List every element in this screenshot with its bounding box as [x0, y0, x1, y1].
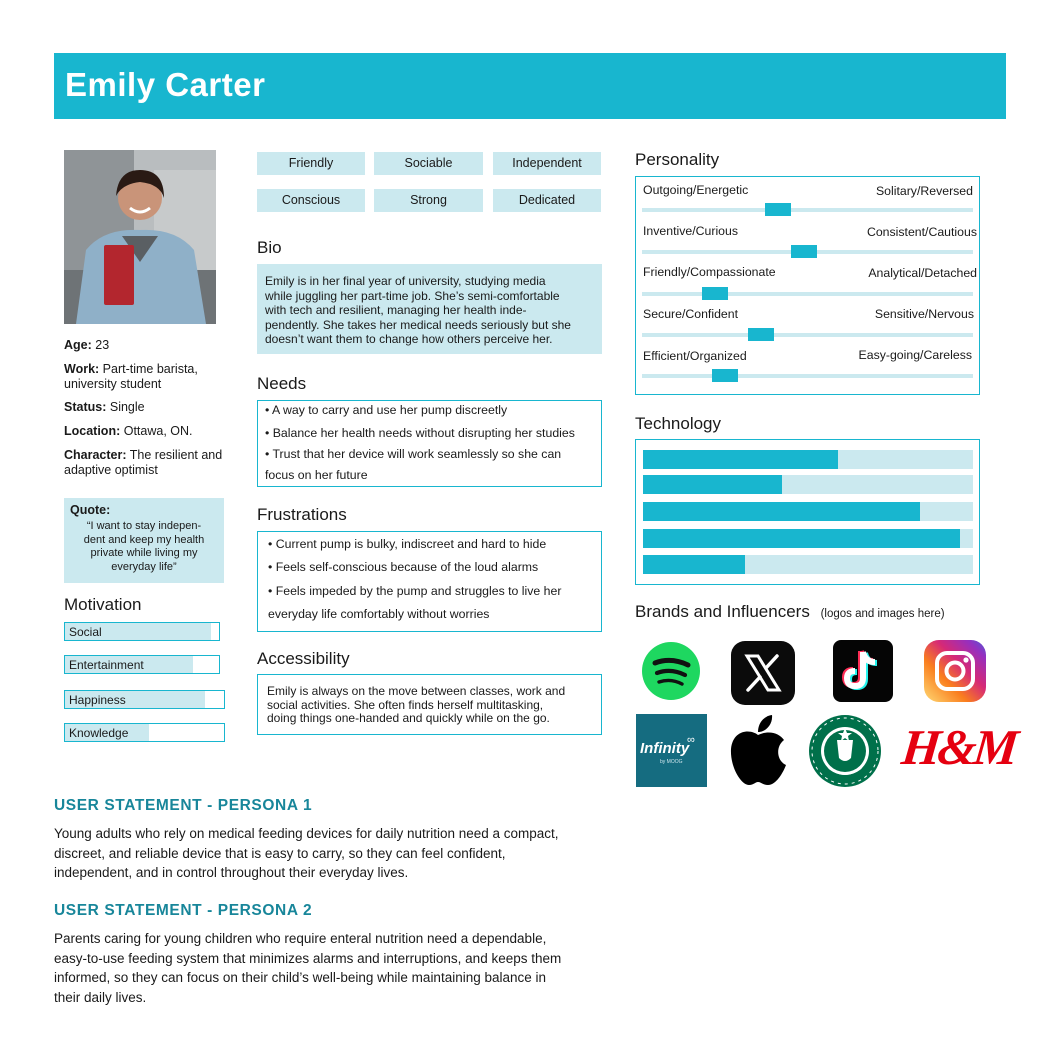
personality-title: Personality [635, 150, 720, 169]
technology-bar [643, 450, 973, 469]
location-label: Location: [64, 424, 121, 438]
personality-knob [712, 369, 738, 382]
technology-bar [643, 475, 973, 494]
personality-track [642, 374, 973, 378]
motivation-bar [64, 723, 225, 742]
instagram-logo [924, 640, 986, 702]
accessibility-line: social activities. She often finds herself multitasking, [267, 697, 544, 712]
technology-bar [643, 502, 973, 521]
quote-line: dent and keep my health [83, 533, 205, 546]
frustrations-box [257, 531, 602, 632]
personality-track [642, 333, 973, 337]
infinity-symbol-icon: ∞ [687, 734, 695, 746]
work-value: Part-time barista, university student [64, 362, 198, 391]
needs-item: • Trust that her device will work seamlessly so she can [265, 447, 562, 461]
age-label: Age: [64, 338, 92, 352]
quote-line: everyday life” [111, 560, 177, 573]
status-row [64, 400, 234, 415]
trait-tag: Independent [493, 152, 601, 175]
frustrations-title: Frustrations [257, 505, 347, 524]
age-row [64, 338, 234, 353]
user-statement-1-text [54, 824, 614, 883]
personality-right-label: Easy-going/Careless [858, 348, 972, 362]
brands-note: (logos and images here) [820, 608, 945, 620]
bio-title: Bio [257, 238, 282, 257]
frustrations-item: • Feels self-conscious because of the loud alarms [268, 560, 539, 574]
quote-label: Quote: [70, 503, 111, 517]
quote-line: “I want to stay indepen- [86, 520, 202, 532]
user-statement-line: their daily lives. [54, 989, 147, 1005]
motivation-label: Entertainment [69, 658, 144, 672]
motivation-title: Motivation [64, 595, 142, 614]
brands-title-row [635, 602, 945, 622]
personality-right-label: Solitary/Reversed [875, 184, 973, 198]
quote-box [64, 498, 224, 583]
personality-left-label: Outgoing/Energetic [643, 183, 749, 197]
status-value: Single [109, 400, 145, 414]
trait-tag: Strong [374, 189, 483, 212]
motivation-label: Social [69, 625, 102, 639]
user-statement-line: informed, so they can focus on their child’s well-being while maintaining balance in [54, 970, 547, 985]
motivation-label: Happiness [69, 693, 126, 707]
trait-tag: Conscious [257, 189, 365, 212]
hm-logo [899, 716, 1019, 786]
accessibility-title: Accessibility [257, 649, 350, 668]
motivation-bar [64, 690, 225, 709]
age-value: 23 [95, 338, 110, 352]
accessibility-box [257, 674, 602, 735]
personality-knob [791, 245, 817, 258]
bio-line: doesn’t want them to change how others perceive her. [265, 332, 553, 346]
motivation-bar [64, 622, 220, 641]
bio-text [265, 274, 597, 347]
personality-left-label: Efficient/Organized [643, 349, 747, 363]
user-statement-line: Parents caring for young children who require enteral nutrition need a dependable, [54, 931, 547, 946]
needs-item: focus on her future [265, 468, 368, 482]
infinity-moog-logo [636, 714, 707, 787]
user-statement-2-title: USER STATEMENT - PERSONA 2 [54, 902, 313, 919]
technology-fill [643, 529, 960, 548]
trait-tag: Dedicated [493, 189, 601, 212]
brands-title: Brands and Influencers [635, 602, 810, 621]
quote-line: private while living my [90, 547, 198, 559]
personality-right-label: Sensitive/Nervous [874, 307, 974, 321]
needs-title: Needs [257, 374, 307, 393]
needs-item: • Balance her health needs without disrupting her studies [265, 426, 575, 440]
motivation-label: Knowledge [69, 726, 129, 740]
technology-fill [643, 555, 745, 574]
character-label: Character: [64, 448, 127, 462]
technology-title: Technology [635, 414, 722, 433]
personality-left-label: Friendly/Compassionate [643, 265, 776, 279]
personality-left-label: Inventive/Curious [643, 224, 739, 238]
trait-tag: Sociable [374, 152, 483, 175]
personality-knob [748, 328, 774, 341]
persona-name: Emily Carter [65, 66, 266, 103]
user-statement-line: discreet, and reliable device that is easy to carry, so they can feel confident, [54, 845, 506, 861]
bio-box [257, 264, 602, 354]
persona-photo [64, 150, 216, 324]
tiktok-logo [833, 640, 893, 702]
location-value: Ottawa, ON. [123, 424, 193, 438]
header-banner [54, 53, 1006, 119]
personality-track [642, 208, 973, 212]
frustrations-item: everyday life comfortably without worries [268, 607, 490, 621]
quote-text [72, 520, 216, 574]
user-statement-line: Young adults who rely on medical feeding devices for daily nutrition need a compact, [54, 826, 559, 841]
spotify-logo [640, 640, 702, 702]
bio-line: with tech and resilient, managing her health inde- [265, 303, 527, 317]
bio-line: while juggling her part-time job. She’s semi-comfortable [265, 288, 560, 303]
personality-track [642, 292, 973, 296]
infinity-logo-subtext: by MOOG [660, 759, 683, 765]
technology-bar [643, 529, 973, 548]
accessibility-text [267, 685, 599, 726]
bio-line: pendently. She takes her medical needs seriously but she [265, 317, 571, 332]
character-value: The resilient and adaptive optimist [64, 448, 223, 477]
user-statement-2-text [54, 929, 614, 1007]
work-label: Work: [64, 362, 100, 376]
technology-fill [643, 475, 782, 494]
frustrations-item: • Feels impeded by the pump and struggles to live her [268, 584, 562, 598]
status-label: Status: [64, 400, 107, 414]
needs-box [257, 400, 602, 487]
hm-logo-text: H&M [899, 719, 1019, 775]
needs-item: • A way to carry and use her pump discreetly [265, 403, 508, 417]
bio-line: Emily is in her final year of university, studying media [265, 274, 546, 288]
infinity-logo-text: Infinity [640, 740, 690, 757]
user-statement-line: easy-to-use feeding system that minimizes alarms and interruptions, and keeps them [54, 950, 562, 966]
personality-left-label: Secure/Confident [643, 307, 739, 321]
character-row [64, 448, 232, 478]
work-row [64, 362, 214, 392]
motivation-bar [64, 655, 220, 674]
personality-knob [702, 287, 728, 300]
personality-knob [765, 203, 791, 216]
personality-right-label: Consistent/Cautious [866, 225, 977, 239]
technology-fill [643, 450, 838, 469]
accessibility-line: Emily is always on the move between classes, work and [267, 684, 566, 698]
apple-logo [727, 713, 789, 787]
accessibility-line: doing things one-handed and quickly while on the go. [267, 711, 550, 725]
x-logo [731, 641, 795, 705]
user-statement-1-title: USER STATEMENT - PERSONA 1 [54, 797, 313, 814]
technology-fill [643, 502, 920, 521]
technology-bar [643, 555, 973, 574]
starbucks-logo [808, 714, 882, 788]
frustrations-item: • Current pump is bulky, indiscreet and hard to hide [268, 537, 547, 551]
personality-right-label: Analytical/Detached [868, 266, 977, 280]
user-statement-line: independent, and in control throughout their everyday lives. [54, 865, 409, 880]
trait-tag: Friendly [257, 152, 365, 175]
location-row [64, 424, 234, 439]
